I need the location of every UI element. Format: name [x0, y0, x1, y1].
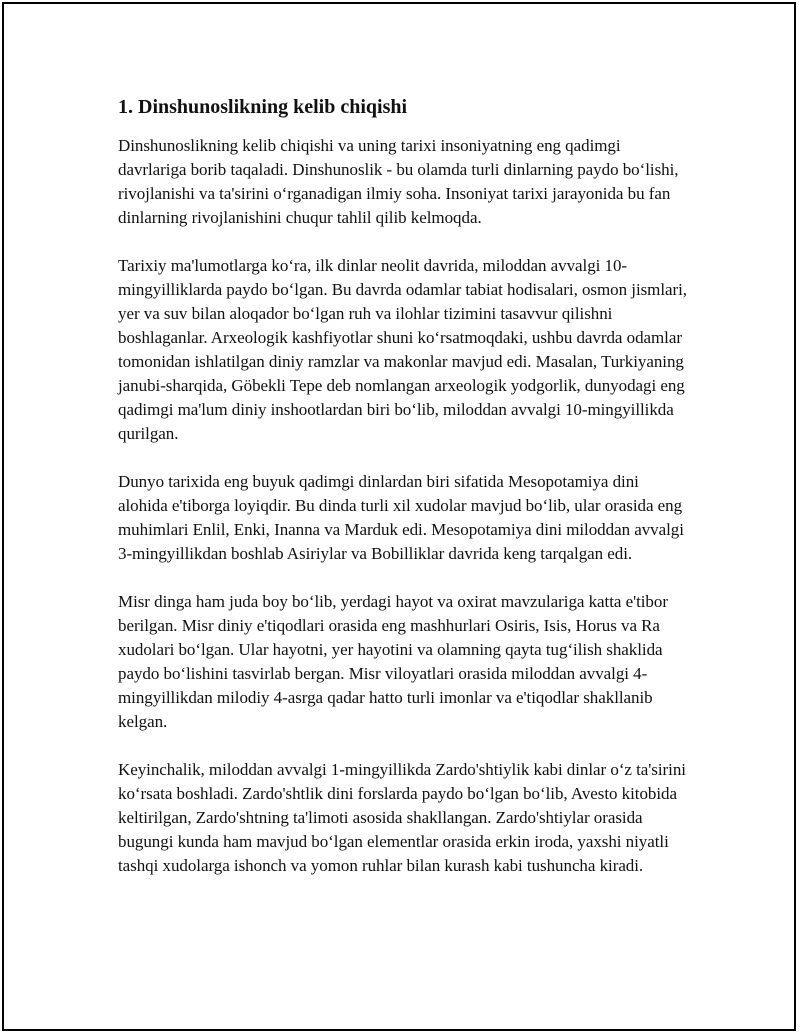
- paragraph-4: Misr dinga ham juda boy boʻlib, yerdagi hayot va oxirat mavzulariga katta e'tibor berilgan. Misr diniy e'tiqodlari orasida eng mashhurlari Osiris, Isis, Horus va Ra xudolari boʻlgan. Ular hayotni, yer hayotini va olamning qayta tugʻilish shaklida paydo boʻlishini tasvirlab bergan. Misr viloyatlari orasida miloddan avvalgi 4-mingyillikdan milodiy 4-asrga qadar hatto turli imonlar va e'tiqodlar shakllanib kelgan.: [118, 592, 668, 731]
- section-heading: 1. Dinshunoslikning kelib chiqishi: [118, 96, 408, 118]
- paragraph-5: Keyinchalik, miloddan avvalgi 1-mingyillikda Zardo'shtiylik kabi dinlar oʻz ta'sirini koʻrsata boshladi. Zardo'shtlik dini forslarda paydo boʻlgan boʻlib, Avesto kitobida keltirilgan, Zardo'shtning ta'limoti asosida shakllangan. Zardo'shtiylar orasida bugungi kunda ham mavjud boʻlgan elementlar orasida erkin iroda, yaxshi niyatli tashqi xudolarga ishonch va yomon ruhlar bilan kurash kabi tushuncha kiradi.: [118, 760, 686, 875]
- paragraph-1: Dinshunoslikning kelib chiqishi va uning tarixi insoniyatning eng qadimgi davrlariga borib taqaladi. Dinshunoslik - bu olamda turli dinlarning paydo boʻlishi, rivojlanishi va ta'sirini oʻrganadigan ilmiy soha. Insoniyat tarixi jarayonida bu fan dinlarning rivojlanishini chuqur tahlil qilib kelmoqda.: [118, 136, 679, 227]
- paragraph-3: Dunyo tarixida eng buyuk qadimgi dinlardan biri sifatida Mesopotamiya dini alohida e'tiborga loyiqdir. Bu dinda turli xil xudolar mavjud boʻlib, ular orasida eng muhimlari Enlil, Enki, Inanna va Marduk edi. Mesopotamiya dini miloddan avvalgi 3-mingyillikdan boshlab Asiriylar va Bobilliklar davrida keng tarqalgan edi.: [118, 472, 684, 563]
- document-body: [118, 94, 690, 902]
- paragraph-2: Tarixiy ma'lumotlarga koʻra, ilk dinlar neolit davrida, miloddan avvalgi 10-mingyilliklarda paydo boʻlgan. Bu davrda odamlar tabiat hodisalari, osmon jismlari, yer va suv bilan aloqador boʻlgan ruh va ilohlar tizimini tasavvur qilishni boshlaganlar. Arxeologik kashfiyotlar shuni koʻrsatmoqdaki, ushbu davrda odamlar tomonidan ishlatilgan diniy ramzlar va makonlar mavjud edi. Masalan, Turkiyaning janubi-sharqida, Göbekli Tepe deb nomlangan arxeologik yodgorlik, dunyodagi eng qadimgi ma'lum diniy inshootlardan biri boʻlib, miloddan avvalgi 10-mingyillikda qurilgan.: [118, 256, 688, 443]
